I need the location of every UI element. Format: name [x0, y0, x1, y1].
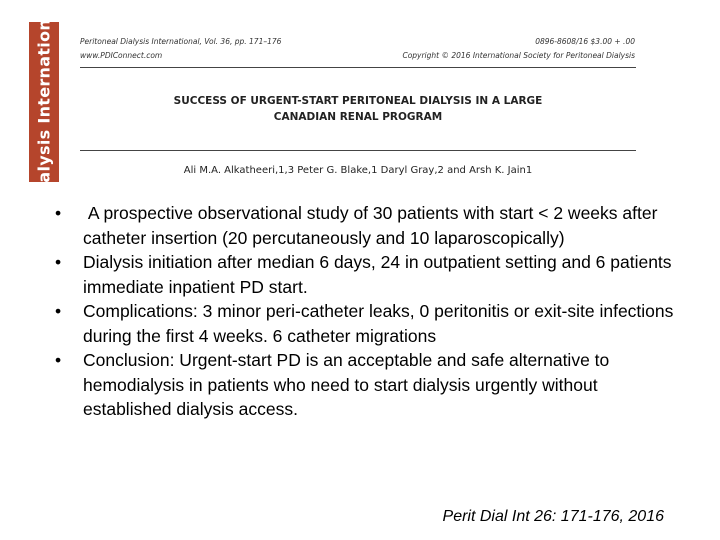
bullet-marker: • [55, 252, 62, 272]
bullet-text: Dialysis initiation after median 6 days, 24 in outpatient setting and 6 patients immediate inpatient PD start. [83, 252, 672, 297]
author-list: Ali M.A. Alkatheeri,1,3 Peter G. Blake,1 Daryl Gray,2 and Arsh K. Jain1 [183, 165, 533, 176]
bullet-item [55, 201, 675, 250]
bullet-text: Conclusion: Urgent-start PD is an acceptable and safe alternative to hemodialysis in patients who need to start dialysis urgently without established dialysis access. [83, 350, 610, 419]
summary-bullet-list [55, 201, 675, 422]
title-divider [80, 150, 636, 151]
bullet-item [55, 250, 675, 299]
issn-price: 0896-8608/16 $3.00 + .00 [535, 37, 635, 46]
bullet-marker: • [55, 350, 62, 370]
journal-brand-banner [29, 2, 59, 202]
paper-title-line: SUCCESS OF URGENT-START PERITONEAL DIALYSIS IN A LARGE [173, 95, 543, 107]
journal-citation-header: Peritoneal Dialysis International, Vol. 36, pp. 171–176 [80, 37, 282, 46]
source-citation: Perit Dial Int 26: 171-176, 2016 [442, 508, 664, 525]
bullet-text: Complications: 3 minor peri-catheter leaks, 0 peritonitis or exit-site infections during the first 4 weeks. 6 catheter migrations [83, 301, 674, 346]
paper-title-line: CANADIAN RENAL PROGRAM [273, 111, 443, 123]
paper-title [80, 93, 636, 125]
header-divider [80, 67, 636, 68]
bullet-text: A prospective observational study of 30 patients with start < 2 weeks after catheter insertion (20 percutaneously and 10 laparoscopically) [83, 203, 663, 248]
bullet-item [55, 299, 675, 348]
bullet-marker: • [55, 203, 62, 223]
journal-website: www.PDIConnect.com [80, 51, 163, 60]
journal-brand-text: Dialysis International [34, 2, 54, 202]
bullet-item [55, 348, 675, 422]
bullet-marker: • [55, 301, 62, 321]
copyright-notice: Copyright © 2016 International Society for Peritoneal Dialysis [402, 51, 635, 60]
